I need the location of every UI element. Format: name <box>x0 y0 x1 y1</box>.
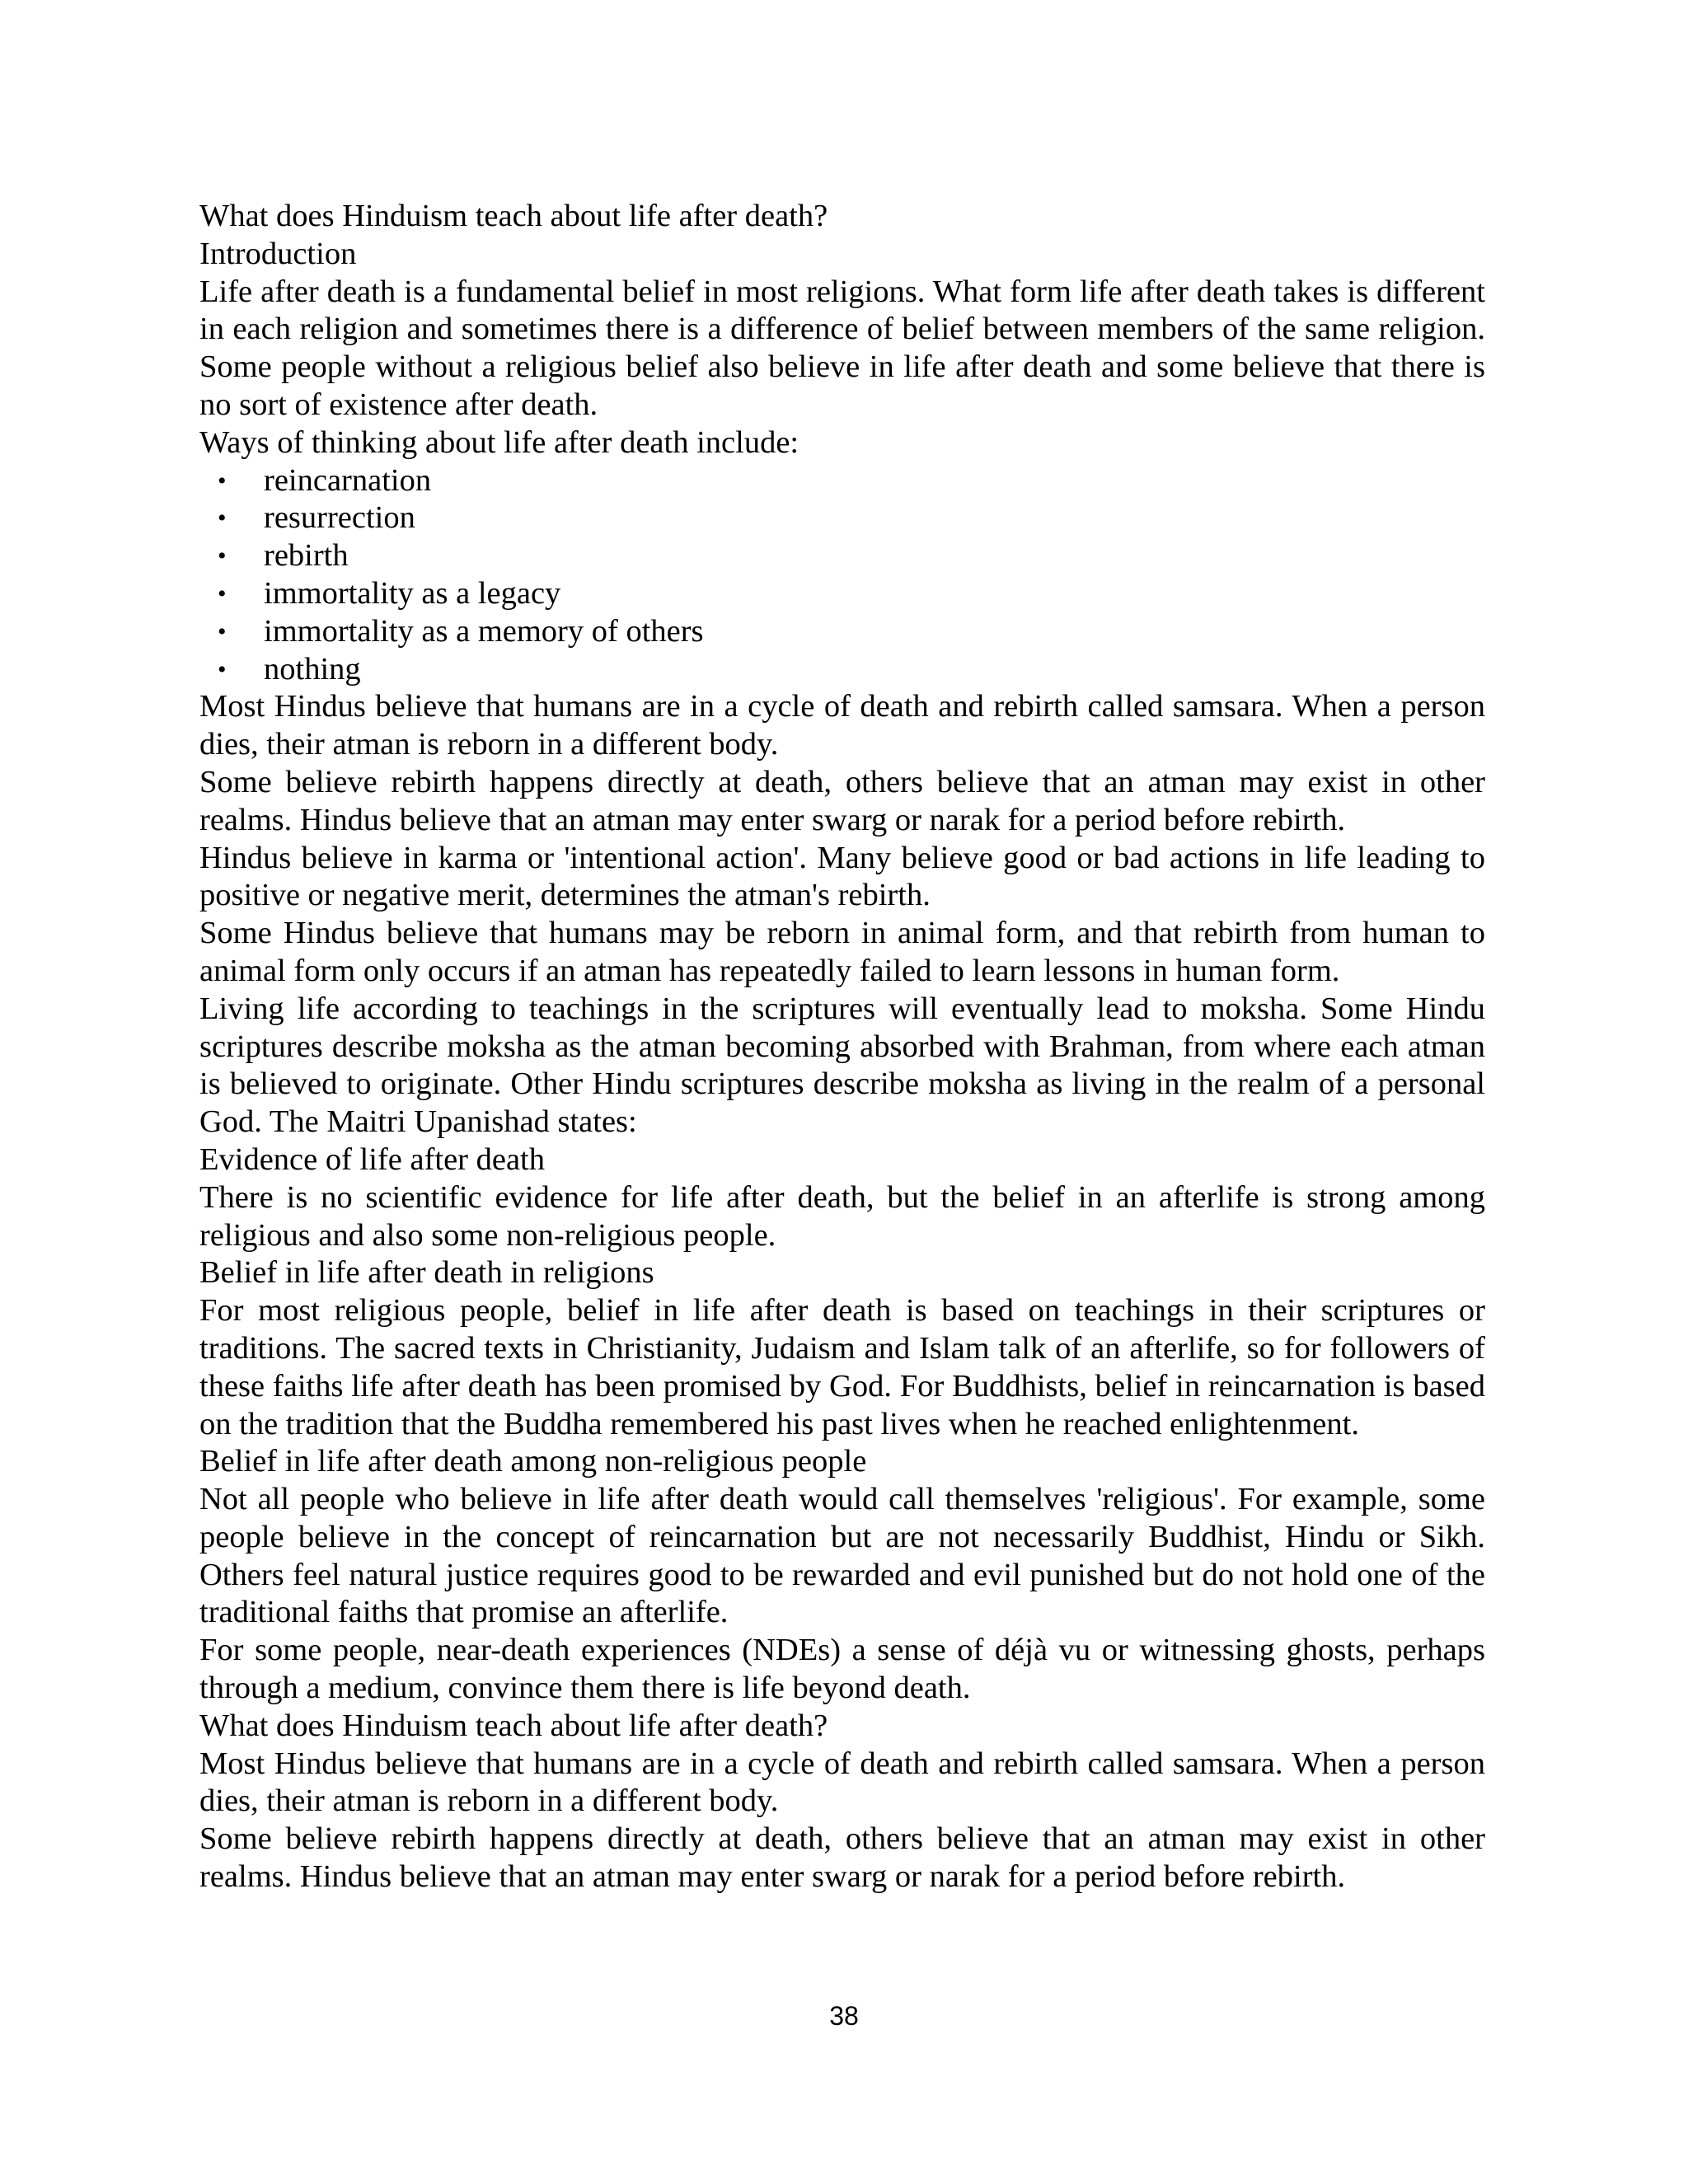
samsara-paragraph: Most Hindus believe that humans are in a cycle of death and rebirth called samsara. When a person dies, their atman is reborn in a different body. <box>199 689 1485 762</box>
bullet-icon: • <box>218 579 227 607</box>
bullet-icon: • <box>218 655 227 683</box>
evidence-paragraph: There is no scientific evidence for life after death, but the belief in an afterlife is strong among religious and also some non-religious people. <box>199 1179 1485 1253</box>
realms-paragraph-repeat: Some believe rebirth happens directly at death, others believe that an atman may exist in other realms. Hindus believe that an atman may enter swarg or narak for a period before rebirth. <box>199 1821 1485 1895</box>
list-item <box>199 651 1485 689</box>
non-religious-paragraph: Not all people who believe in life after death would call themselves 'religious'. For example, some people believe in the concept of reincarnation but are not necessarily Buddhist, Hindu or Sikh. Others feel natural justice requires good to be rewarded and evil punished but do not hold one of the traditional faiths that promise an afterlife. <box>199 1482 1485 1630</box>
list-item <box>199 462 1485 500</box>
nde-paragraph: For some people, near-death experiences (NDEs) a sense of déjà vu or witnessing ghosts, perhaps through a medium, convince them there is life beyond death. <box>199 1633 1485 1706</box>
intro-paragraph: Life after death is a fundamental belief in most religions. What form life after death takes is different in each religion and sometimes there is a difference of belief between members of the same religion. Some people without a religious belief also believe in life after death and some believe that there is no sort of existence after death. <box>199 274 1485 422</box>
religions-heading: Belief in life after death in religions <box>199 1255 654 1291</box>
bullet-icon: • <box>218 466 227 494</box>
list-item <box>199 537 1485 575</box>
list-item-text: resurrection <box>264 500 415 536</box>
list-item-text: immortality as a memory of others <box>264 613 704 649</box>
list-item-text: reincarnation <box>264 462 432 498</box>
ways-heading: Ways of thinking about life after death include: <box>199 424 799 460</box>
bullet-icon: • <box>218 542 227 570</box>
list-item <box>199 575 1485 613</box>
bullet-icon: • <box>218 504 227 532</box>
list-item-text: immortality as a legacy <box>264 575 561 611</box>
karma-paragraph: Hindus believe in karma or 'intentional action'. Many believe good or bad actions in life leading to positive or negative merit, determines the atman's rebirth. <box>199 840 1485 913</box>
document-title: What does Hinduism teach about life after death? <box>199 199 828 233</box>
intro-heading: Introduction <box>199 236 357 271</box>
evidence-heading: Evidence of life after death <box>199 1141 545 1177</box>
list-item <box>199 613 1485 651</box>
list-item <box>199 499 1485 537</box>
animal-form-paragraph: Some Hindus believe that humans may be reborn in animal form, and that rebirth from human to animal form only occurs if an atman has repeatedly failed to learn lessons in human form. <box>199 916 1485 988</box>
bullet-icon: • <box>218 617 227 645</box>
page-number: 38 <box>829 2001 859 2031</box>
hinduism-heading: What does Hinduism teach about life after death? <box>199 1708 828 1743</box>
religions-paragraph: For most religious people, belief in life after death is based on teachings in their scriptures or traditions. The sacred texts in Christianity, Judaism and Islam talk of an afterlife, so for followers of these faiths life after death has been promised by God. For Buddhists, belief in reincarnation is based on the tradition that the Buddha remembered his past lives when he reached enlightenment. <box>199 1293 1485 1441</box>
non-religious-heading: Belief in life after death among non-religious people <box>199 1444 867 1479</box>
realms-paragraph: Some believe rebirth happens directly at death, others believe that an atman may exist in other realms. Hindus believe that an atman may enter swarg or narak for a period before rebirth. <box>199 764 1485 837</box>
moksha-paragraph: Living life according to teachings in the scriptures will eventually lead to moksha. Some Hindu scriptures describe moksha as the atman becoming absorbed with Brahman, from where each atman is believed to originate. Other Hindu scriptures describe moksha as living in the realm of a personal God. The Maitri Upanishad states: <box>199 991 1485 1140</box>
samsara-paragraph-repeat: Most Hindus believe that humans are in a cycle of death and rebirth called samsara. When a person dies, their atman is reborn in a different body. <box>199 1746 1485 1819</box>
ways-list <box>199 462 1485 689</box>
list-item-text: nothing <box>264 651 361 687</box>
list-item-text: rebirth <box>264 538 349 574</box>
document-page <box>199 198 1485 1896</box>
